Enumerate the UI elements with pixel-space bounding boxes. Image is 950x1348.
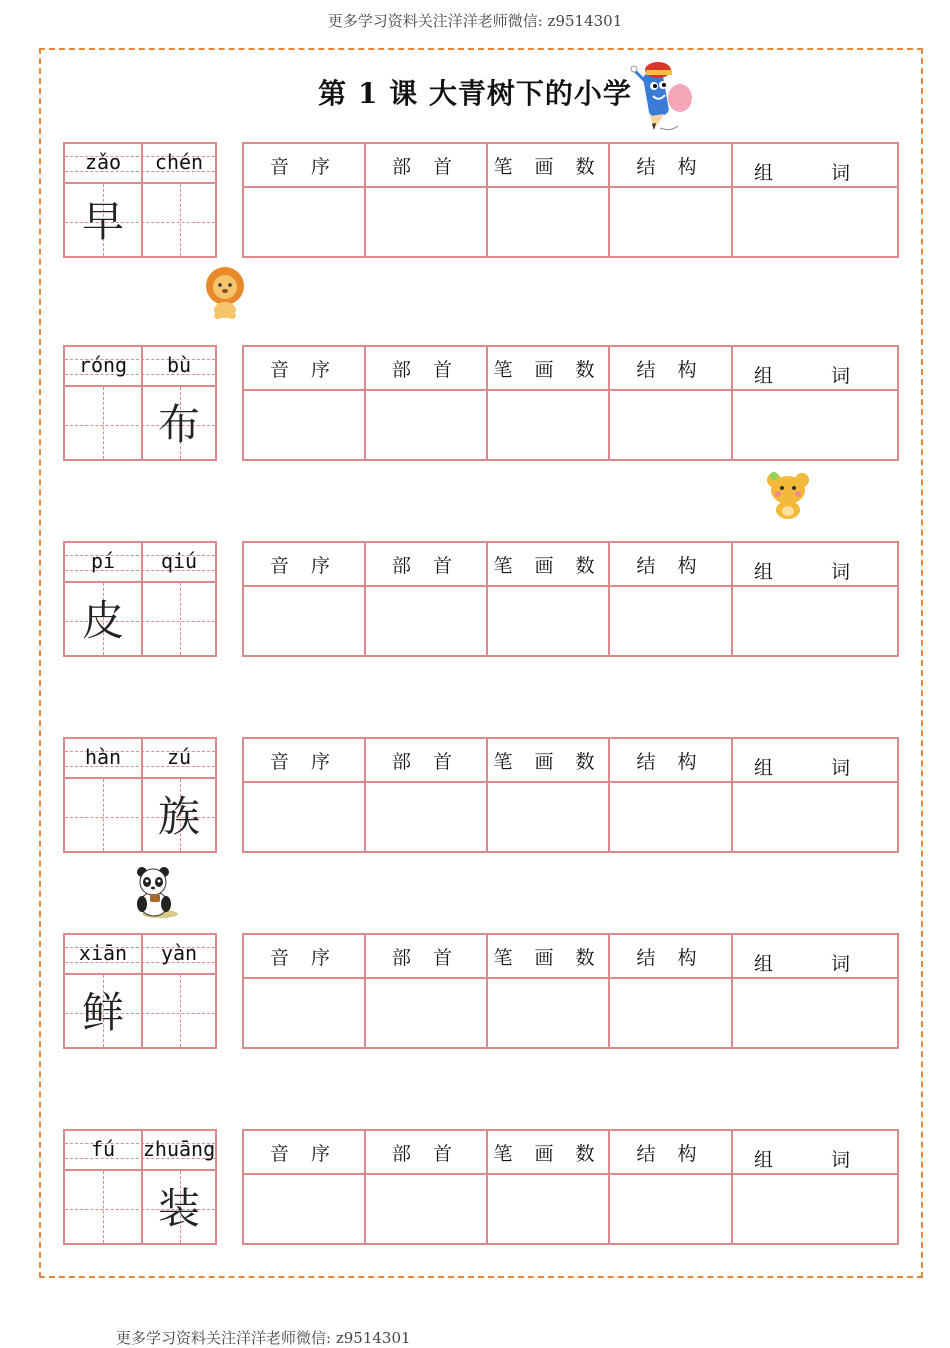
header-bihuashu: 笔 画 数 bbox=[493, 359, 603, 381]
hanzi-cell-1[interactable]: 早 bbox=[81, 197, 124, 246]
info-table bbox=[242, 541, 899, 657]
entry-row bbox=[63, 1129, 899, 1245]
header-bihuashu: 笔 画 数 bbox=[493, 947, 603, 969]
pinyin-2: chén bbox=[154, 150, 204, 174]
hanzi-cell-1[interactable] bbox=[65, 391, 141, 459]
header-yinxu: 音 序 bbox=[269, 751, 339, 773]
header-bihuashu: 笔 画 数 bbox=[493, 751, 603, 773]
tianzige-grid bbox=[63, 1129, 217, 1245]
header-jiegou: 结 构 bbox=[636, 359, 705, 381]
hanzi-cell-2[interactable] bbox=[141, 979, 217, 1047]
pinyin-1: fú bbox=[90, 1137, 116, 1161]
header-bihuashu: 笔 画 数 bbox=[493, 1143, 603, 1165]
pinyin-2: qiú bbox=[160, 549, 198, 573]
header-zuci: 组 词 bbox=[753, 162, 877, 184]
pinyin-1: pí bbox=[90, 549, 116, 573]
header-zuci: 组 词 bbox=[753, 757, 877, 779]
pinyin-1: xiān bbox=[78, 941, 128, 965]
panda-icon bbox=[130, 864, 182, 920]
info-table bbox=[242, 933, 899, 1049]
hanzi-cell-1[interactable]: 鲜 bbox=[81, 988, 124, 1037]
pinyin-1: hàn bbox=[84, 745, 122, 769]
info-table bbox=[242, 737, 899, 853]
header-bushou: 部 首 bbox=[391, 751, 461, 773]
header-yinxu: 音 序 bbox=[269, 1143, 339, 1165]
entry-row bbox=[63, 737, 899, 853]
hanzi-cell-1[interactable] bbox=[65, 1175, 141, 1243]
tianzige-grid bbox=[63, 345, 217, 461]
pinyin-2: bù bbox=[166, 353, 192, 377]
header-bushou: 部 首 bbox=[391, 1143, 461, 1165]
header-zuci: 组 词 bbox=[753, 1149, 877, 1171]
header-jiegou: 结 构 bbox=[636, 751, 705, 773]
pinyin-2: zhuāng bbox=[142, 1137, 216, 1161]
header-bushou: 部 首 bbox=[391, 156, 461, 178]
header-jiegou: 结 构 bbox=[636, 1143, 705, 1165]
tianzige-grid bbox=[63, 737, 217, 853]
pinyin-1: zǎo bbox=[84, 150, 122, 174]
entry-row bbox=[63, 541, 899, 657]
lion-icon bbox=[202, 266, 248, 320]
hanzi-cell-2[interactable] bbox=[141, 188, 217, 256]
header-yinxu: 音 序 bbox=[269, 555, 339, 577]
header-bihuashu: 笔 画 数 bbox=[493, 156, 603, 178]
info-table bbox=[242, 142, 899, 258]
pinyin-2: zú bbox=[166, 745, 192, 769]
header-bushou: 部 首 bbox=[391, 359, 461, 381]
info-table bbox=[242, 345, 899, 461]
tianzige-grid bbox=[63, 933, 217, 1049]
header-jiegou: 结 构 bbox=[636, 947, 705, 969]
info-table bbox=[242, 1129, 899, 1245]
tianzige-grid bbox=[63, 541, 217, 657]
hanzi-cell-2[interactable] bbox=[141, 587, 217, 655]
header-jiegou: 结 构 bbox=[636, 555, 705, 577]
pinyin-1: róng bbox=[78, 353, 128, 377]
footer-note: 更多学习资料关注洋洋老师微信: z9514301 bbox=[116, 1329, 411, 1347]
hanzi-cell-2[interactable]: 族 bbox=[157, 792, 200, 841]
header-zuci: 组 词 bbox=[753, 365, 877, 387]
entry-row bbox=[63, 933, 899, 1049]
header-note: 更多学习资料关注洋洋老师微信: z9514301 bbox=[327, 12, 623, 30]
hanzi-cell-1[interactable] bbox=[65, 783, 141, 851]
hanzi-cell-1[interactable]: 皮 bbox=[81, 596, 124, 645]
entry-row bbox=[63, 142, 899, 258]
bear-icon bbox=[762, 468, 814, 520]
header-zuci: 组 词 bbox=[753, 953, 877, 975]
pencil-mascot-icon bbox=[630, 58, 696, 134]
lesson-title: 第 1 课 大青树下的小学 bbox=[318, 77, 632, 110]
header-bushou: 部 首 bbox=[391, 555, 461, 577]
header-bihuashu: 笔 画 数 bbox=[493, 555, 603, 577]
header-bushou: 部 首 bbox=[391, 947, 461, 969]
pinyin-2: yàn bbox=[160, 941, 198, 965]
header-yinxu: 音 序 bbox=[269, 947, 339, 969]
hanzi-cell-2[interactable]: 装 bbox=[157, 1184, 200, 1233]
header-yinxu: 音 序 bbox=[269, 359, 339, 381]
hanzi-cell-2[interactable]: 布 bbox=[157, 400, 200, 449]
header-yinxu: 音 序 bbox=[269, 156, 339, 178]
header-jiegou: 结 构 bbox=[636, 156, 705, 178]
entry-row bbox=[63, 345, 899, 461]
tianzige-grid bbox=[63, 142, 217, 258]
header-zuci: 组 词 bbox=[753, 561, 877, 583]
